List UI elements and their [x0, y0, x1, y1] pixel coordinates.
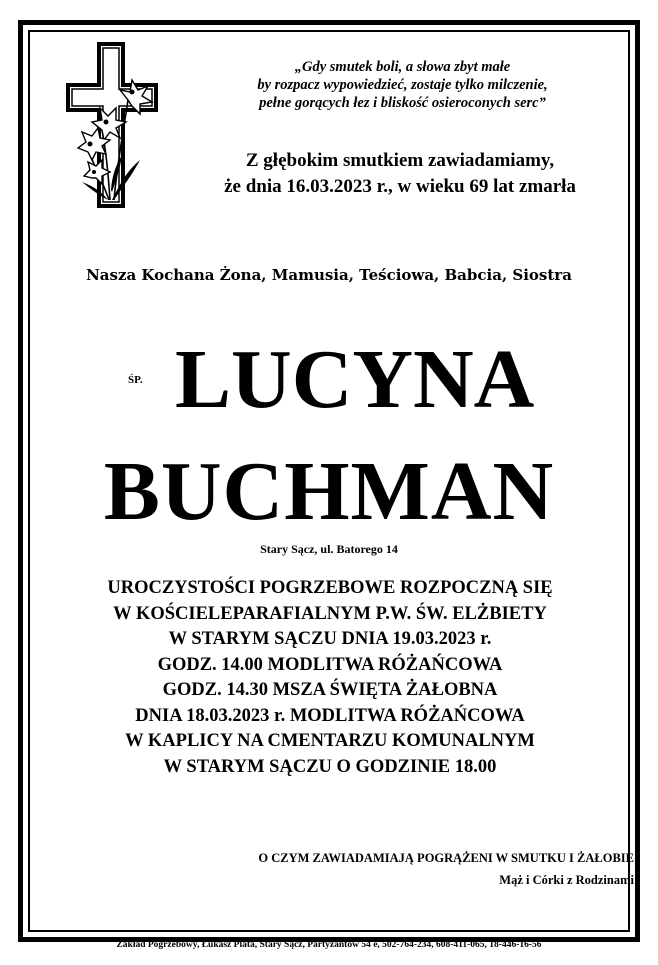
deceased-address: Stary Sącz, ul. Batorego 14: [260, 542, 398, 556]
funeral-home-footer: Zakład Pogrzebowy, Łukasz Plata, Stary Sącz, Partyzantów 54 e, 502-764-234, 608-411-065, 18-446-16-56: [116, 940, 542, 950]
ceremony-line: DNIA 18.03.2023 r. MODLITWA RÓŻAŃCOWA: [135, 705, 525, 726]
mourners-signature: Mąż i Córki z Rodzinami: [499, 873, 634, 887]
quote-line: by rozpacz wypowiedzieć, zostaje tylko milczenie,: [257, 77, 548, 93]
announcement-intro: [170, 148, 630, 200]
deceased-prefix: ŚP.: [128, 374, 143, 386]
deceased-first-name: LUCYNA: [175, 333, 535, 426]
ceremony-line: GODZ. 14.30 MSZA ŚWIĘTA ŻAŁOBNA: [162, 680, 498, 700]
ceremony-line: W STARYM SĄCZU O GODZINIE 18.00: [163, 756, 497, 777]
ceremony-line: GODZ. 14.00 MODLITWA RÓŻAŃCOWA: [157, 654, 503, 675]
quote-line: pełne gorących łez i bliskość osieroconych serc”: [259, 95, 546, 111]
family-relations-line: Nasza Kochana Żona, Mamusia, Teściowa, Babcia, Siostra: [86, 266, 572, 284]
ceremony-line: UROCZYSTOŚCI POGRZEBOWE ROZPOCZNĄ SIĘ: [107, 578, 553, 598]
cross-with-lilies-icon: [62, 40, 162, 212]
intro-line: że dnia 16.03.2023 r., w wieku 69 lat zmarła: [224, 176, 576, 197]
ceremony-line: W KOŚCIELEPARAFIALNYM P.W. ŚW. ELŻBIETY: [113, 603, 547, 624]
mourners-notice: [258, 847, 634, 891]
ceremony-line: W KAPLICY NA CMENTARZU KOMUNALNYM: [125, 731, 535, 751]
ceremony-details: [40, 576, 620, 780]
deceased-last-name: BUCHMAN: [103, 445, 555, 538]
intro-line: Z głębokim smutkiem zawiadamiamy,: [245, 150, 555, 171]
quote: [175, 58, 630, 112]
ceremony-line: W STARYM SĄCZU DNIA 19.03.2023 r.: [168, 629, 492, 649]
notice-line: O CZYM ZAWIADAMIAJĄ POGRĄŻENI W SMUTKU I ŻAŁOBIE: [258, 851, 634, 865]
quote-line: „Gdy smutek boli, a słowa zbyt małe: [294, 59, 511, 75]
